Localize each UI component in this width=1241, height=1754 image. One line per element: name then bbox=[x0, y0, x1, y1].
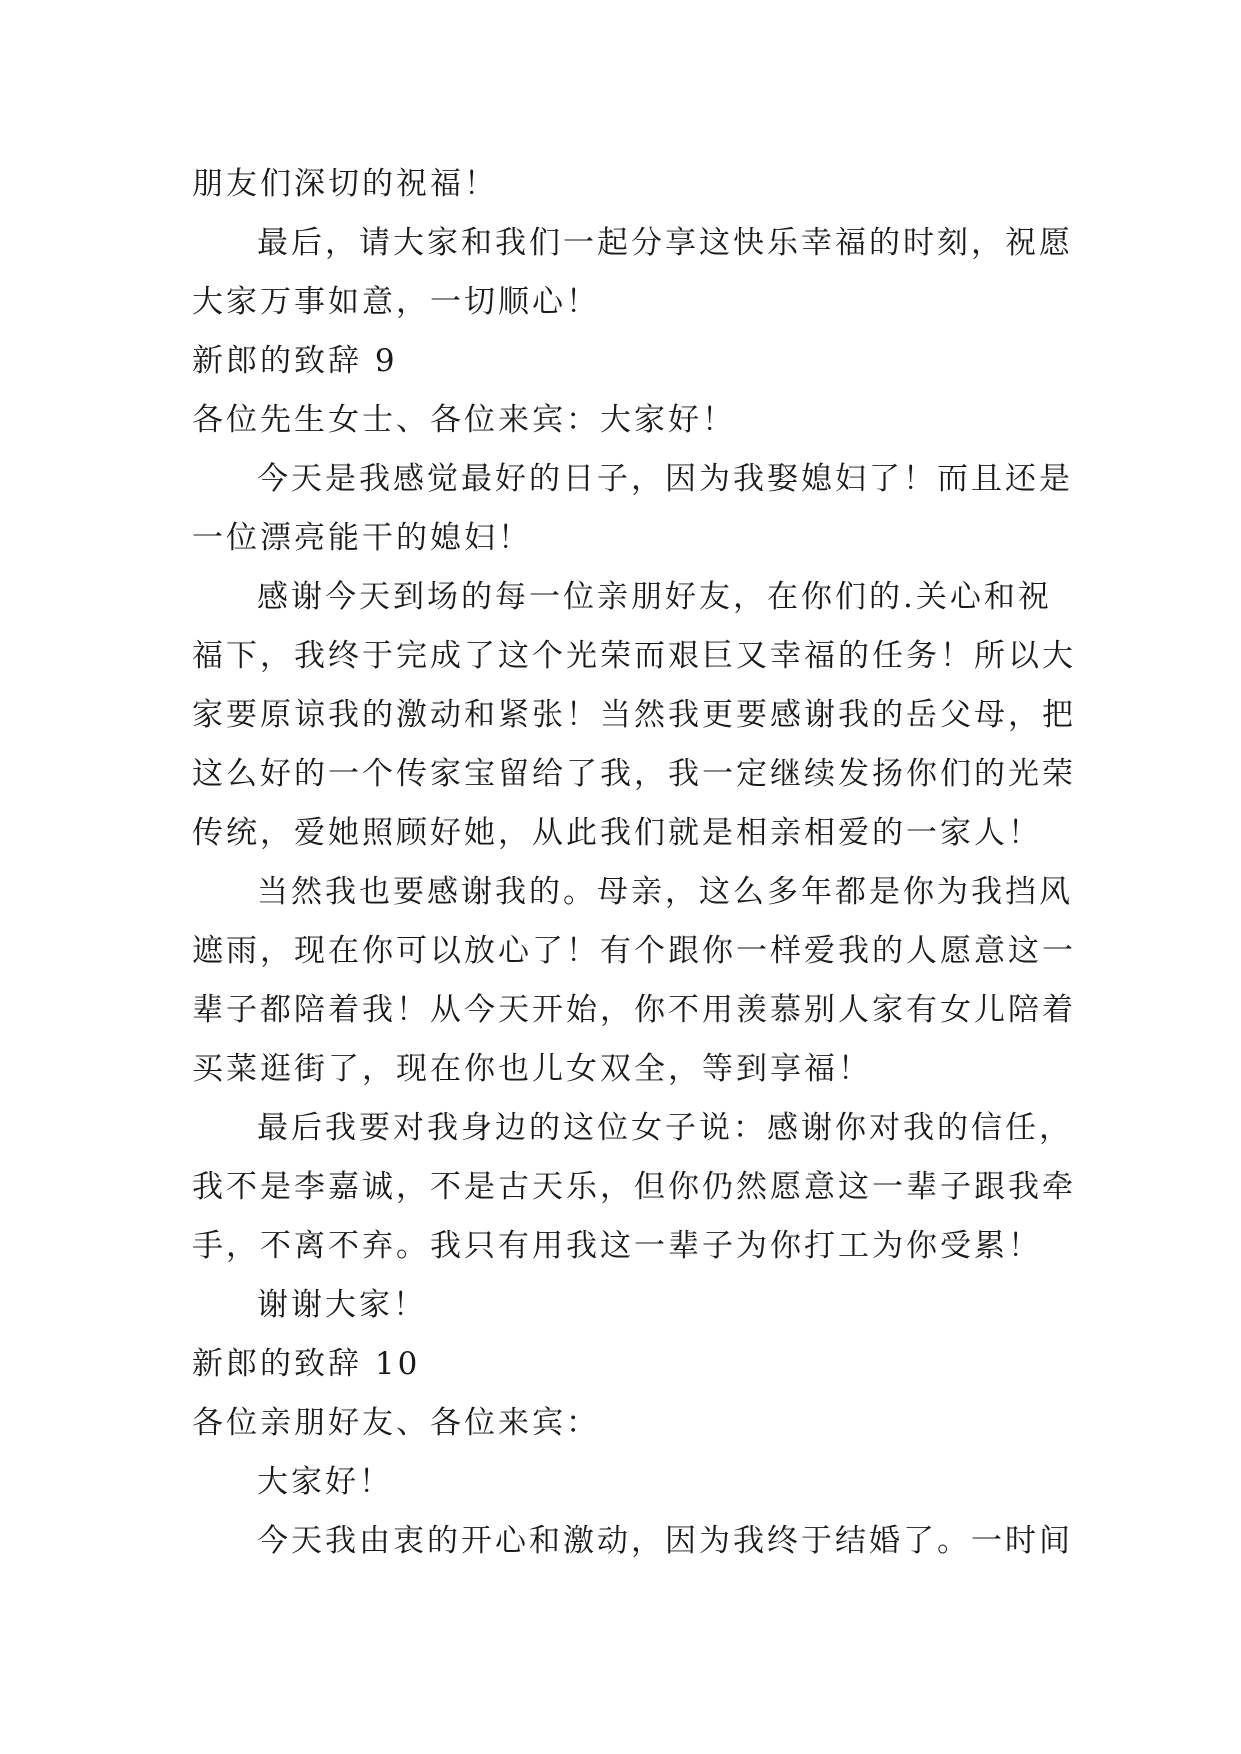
text-line: 这么好的一个传家宝留给了我，我一定继续发扬你们的光荣 bbox=[192, 756, 1076, 792]
text-line: 我不是李嘉诚，不是古天乐，但你仍然愿意这一辈子跟我牵 bbox=[192, 1169, 1076, 1205]
text-line: 遮雨，现在你可以放心了！有个跟你一样爱我的人愿意这一 bbox=[192, 933, 1076, 969]
text-line: 当然我也要感谢我的。母亲，这么多年都是你为我挡风 bbox=[257, 874, 1073, 910]
section-heading: 新郎的致辞 9 bbox=[192, 343, 398, 379]
text-line: 朋友们深切的祝福！ bbox=[192, 166, 498, 202]
salutation: 各位亲朋好友、各位来宾： bbox=[192, 1405, 600, 1441]
section-heading: 新郎的致辞 10 bbox=[192, 1346, 421, 1382]
text-line: 一位漂亮能干的媳妇！ bbox=[192, 520, 532, 556]
text-line: 辈子都陪着我！从今天开始，你不用羡慕别人家有女儿陪着 bbox=[192, 992, 1076, 1028]
document-body bbox=[192, 155, 1076, 1571]
text-line: 大家万事如意，一切顺心！ bbox=[192, 284, 600, 320]
text-line: 家要原谅我的激动和紧张！当然我更要感谢我的岳父母，把 bbox=[192, 697, 1076, 733]
text-line: 谢谢大家！ bbox=[257, 1287, 427, 1323]
text-line: 最后我要对我身边的这位女子说：感谢你对我的信任， bbox=[257, 1110, 1073, 1146]
text-line: 福下，我终于完成了这个光荣而艰巨又幸福的任务！所以大 bbox=[192, 638, 1076, 674]
text-line: 最后，请大家和我们一起分享这快乐幸福的时刻，祝愿 bbox=[257, 225, 1073, 261]
text-line: 手，不离不弃。我只有用我这一辈子为你打工为你受累！ bbox=[192, 1228, 1042, 1264]
text-line: 传统，爱她照顾好她，从此我们就是相亲相爱的一家人！ bbox=[192, 815, 1042, 851]
text-line: 感谢今天到场的每一位亲朋好友，在你们的.关心和祝 bbox=[257, 579, 1052, 615]
text-line: 买菜逛街了，现在你也儿女双全，等到享福！ bbox=[192, 1051, 872, 1087]
text-line: 今天是我感觉最好的日子，因为我娶媳妇了！而且还是 bbox=[257, 461, 1073, 497]
text-line: 今天我由衷的开心和激动，因为我终于结婚了。一时间 bbox=[257, 1523, 1073, 1559]
salutation: 各位先生女士、各位来宾：大家好！ bbox=[192, 402, 736, 438]
text-line: 大家好！ bbox=[257, 1464, 393, 1500]
